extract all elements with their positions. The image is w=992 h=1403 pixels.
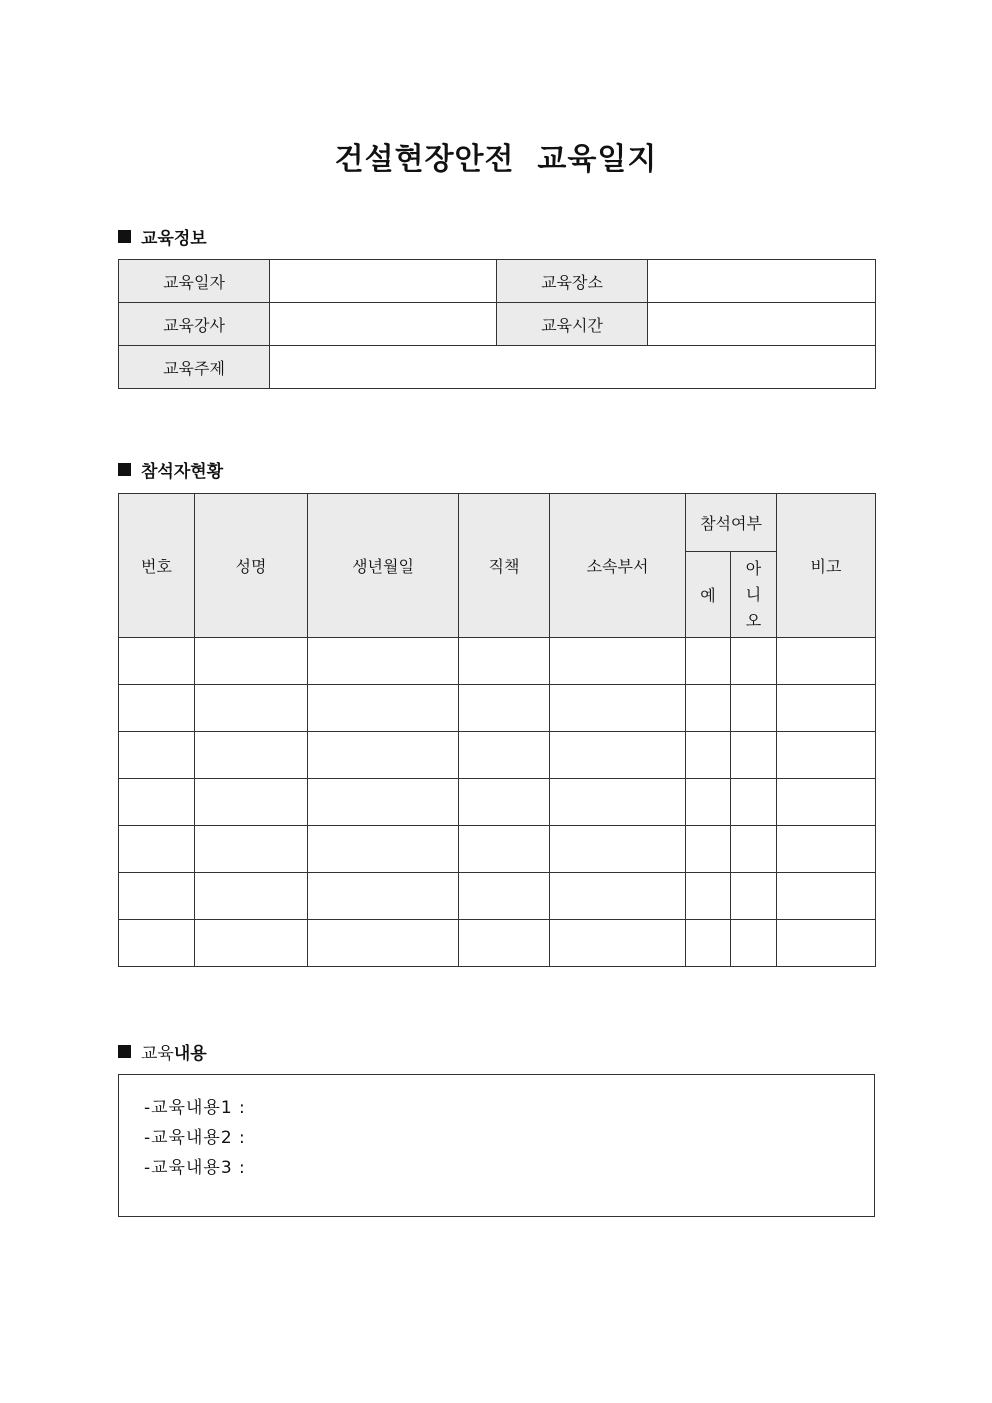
table-cell[interactable] — [459, 873, 550, 920]
section-heading-info-text: 교육정보 — [141, 229, 207, 249]
table-cell[interactable] — [550, 732, 686, 779]
table-cell[interactable] — [308, 920, 459, 967]
table-cell[interactable] — [731, 685, 777, 732]
section-heading-info — [118, 224, 207, 249]
table-cell[interactable] — [459, 779, 550, 826]
table-cell[interactable] — [731, 779, 777, 826]
header-no-attend-char3: 오 — [745, 610, 762, 630]
content-box[interactable] — [118, 1074, 875, 1217]
header-yes: 예 — [686, 552, 731, 638]
content-item: -교육내용3 : — [144, 1158, 246, 1178]
table-cell[interactable] — [686, 873, 731, 920]
table-cell[interactable] — [459, 732, 550, 779]
table-cell[interactable] — [777, 732, 876, 779]
table-cell[interactable] — [459, 638, 550, 685]
table-cell[interactable] — [195, 826, 308, 873]
table-cell[interactable] — [686, 826, 731, 873]
value-place[interactable] — [648, 260, 876, 303]
table-cell[interactable] — [731, 826, 777, 873]
page-title: 건설현장안전 교육일지 — [334, 142, 658, 177]
header-no-attend — [731, 552, 777, 638]
table-cell[interactable] — [686, 779, 731, 826]
table-row — [119, 920, 876, 967]
label-place: 교육장소 — [497, 260, 648, 303]
section-heading-content-prefix: 교육 — [141, 1044, 174, 1064]
table-cell[interactable] — [686, 732, 731, 779]
value-time[interactable] — [648, 303, 876, 346]
attendee-table — [118, 493, 876, 967]
table-cell[interactable] — [308, 638, 459, 685]
content-item: -교육내용1 : — [144, 1098, 246, 1118]
table-cell[interactable] — [459, 920, 550, 967]
value-date[interactable] — [270, 260, 497, 303]
table-cell[interactable] — [308, 779, 459, 826]
table-cell[interactable] — [119, 873, 195, 920]
label-date: 교육일자 — [119, 260, 270, 303]
info-table — [118, 259, 876, 389]
table-cell[interactable] — [550, 779, 686, 826]
attendee-rows — [119, 638, 876, 967]
table-cell[interactable] — [119, 826, 195, 873]
table-cell[interactable] — [550, 873, 686, 920]
table-cell[interactable] — [731, 873, 777, 920]
table-cell[interactable] — [308, 873, 459, 920]
table-cell[interactable] — [308, 732, 459, 779]
header-attend: 참석여부 — [686, 494, 777, 552]
table-row — [119, 826, 876, 873]
table-row — [119, 638, 876, 685]
table-cell[interactable] — [119, 732, 195, 779]
table-cell[interactable] — [731, 638, 777, 685]
content-item: -교육내용2 : — [144, 1128, 246, 1148]
value-topic[interactable] — [270, 346, 876, 389]
table-cell[interactable] — [777, 873, 876, 920]
table-cell[interactable] — [119, 779, 195, 826]
table-cell[interactable] — [459, 826, 550, 873]
table-row — [119, 873, 876, 920]
table-row — [119, 732, 876, 779]
table-cell[interactable] — [550, 638, 686, 685]
table-cell[interactable] — [777, 638, 876, 685]
table-cell[interactable] — [686, 920, 731, 967]
content-list — [144, 1093, 874, 1183]
table-cell[interactable] — [686, 638, 731, 685]
header-birth: 생년월일 — [308, 494, 459, 638]
table-cell[interactable] — [119, 638, 195, 685]
header-remarks: 비고 — [777, 494, 876, 638]
table-cell[interactable] — [777, 685, 876, 732]
square-bullet-icon — [118, 1045, 131, 1058]
table-cell[interactable] — [308, 685, 459, 732]
label-topic: 교육주제 — [119, 346, 270, 389]
table-cell[interactable] — [686, 685, 731, 732]
table-cell[interactable] — [195, 685, 308, 732]
table-cell[interactable] — [195, 732, 308, 779]
square-bullet-icon — [118, 463, 131, 476]
table-cell[interactable] — [459, 685, 550, 732]
table-cell[interactable] — [195, 779, 308, 826]
label-instructor: 교육강사 — [119, 303, 270, 346]
table-cell[interactable] — [550, 920, 686, 967]
table-row — [119, 779, 876, 826]
table-cell[interactable] — [308, 826, 459, 873]
value-instructor[interactable] — [270, 303, 497, 346]
header-dept: 소속부서 — [550, 494, 686, 638]
table-cell[interactable] — [731, 920, 777, 967]
header-name: 성명 — [195, 494, 308, 638]
square-bullet-icon — [118, 230, 131, 243]
table-cell[interactable] — [550, 826, 686, 873]
table-cell[interactable] — [119, 685, 195, 732]
table-row — [119, 685, 876, 732]
section-heading-attendees — [118, 457, 223, 482]
table-cell[interactable] — [777, 779, 876, 826]
table-cell[interactable] — [119, 920, 195, 967]
section-heading-attendees-text: 참석자현황 — [141, 462, 224, 482]
table-cell[interactable] — [777, 920, 876, 967]
table-cell[interactable] — [777, 826, 876, 873]
table-cell[interactable] — [195, 873, 308, 920]
table-cell[interactable] — [195, 638, 308, 685]
table-cell[interactable] — [195, 920, 308, 967]
header-position: 직책 — [459, 494, 550, 638]
section-heading-content — [118, 1039, 207, 1064]
header-no: 번호 — [119, 494, 195, 638]
label-time: 교육시간 — [497, 303, 648, 346]
header-no-attend-char1: 아 — [745, 558, 762, 578]
table-cell[interactable] — [731, 732, 777, 779]
table-cell[interactable] — [550, 685, 686, 732]
header-no-attend-char2: 니 — [745, 584, 762, 604]
section-heading-content-suffix: 내용 — [173, 1044, 207, 1064]
